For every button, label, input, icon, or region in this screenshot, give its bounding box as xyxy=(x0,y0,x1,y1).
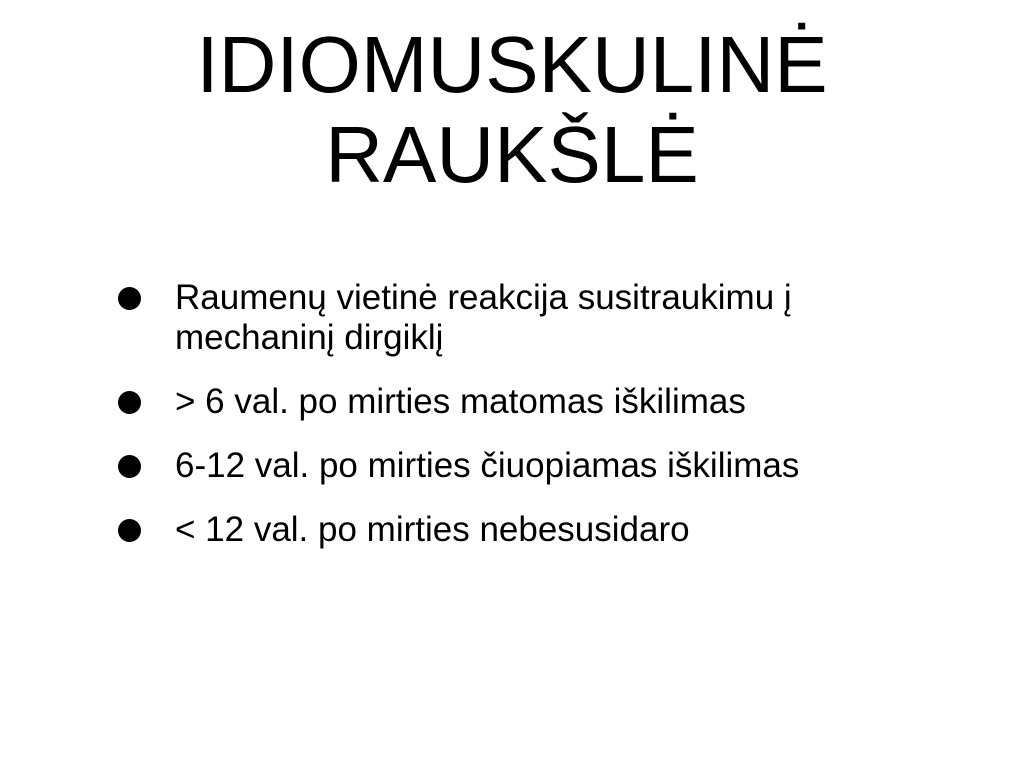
bullet-dot-icon xyxy=(118,519,141,542)
slide-title xyxy=(0,20,1024,200)
bullet-text-line: mechaninį dirgiklį xyxy=(175,318,444,357)
bullet-text xyxy=(175,510,690,550)
title-line-1: IDIOMUSKULINĖ xyxy=(196,19,828,109)
bullet-text xyxy=(175,446,799,486)
bullet-text-line: Raumenų vietinė reakcija susitraukimu į xyxy=(175,278,792,317)
bullet-text-line: 6-12 val. po mirties čiuopiamas iškilimas xyxy=(175,446,800,485)
bullet-list xyxy=(118,278,978,550)
bullet-dot-icon xyxy=(118,391,141,414)
bullet-dot-icon xyxy=(118,287,141,310)
bullet-text-line: < 12 val. po mirties nebesusidaro xyxy=(175,510,690,549)
bullet-item xyxy=(118,446,978,486)
bullet-dot-icon xyxy=(118,455,141,478)
title-line-2: RAUKŠLĖ xyxy=(325,109,699,199)
bullet-item xyxy=(118,278,978,358)
bullet-text xyxy=(175,382,746,422)
bullet-item xyxy=(118,510,978,550)
bullet-text xyxy=(175,278,792,358)
bullet-text-line: > 6 val. po mirties matomas iškilimas xyxy=(175,382,746,421)
bullet-item xyxy=(118,382,978,422)
